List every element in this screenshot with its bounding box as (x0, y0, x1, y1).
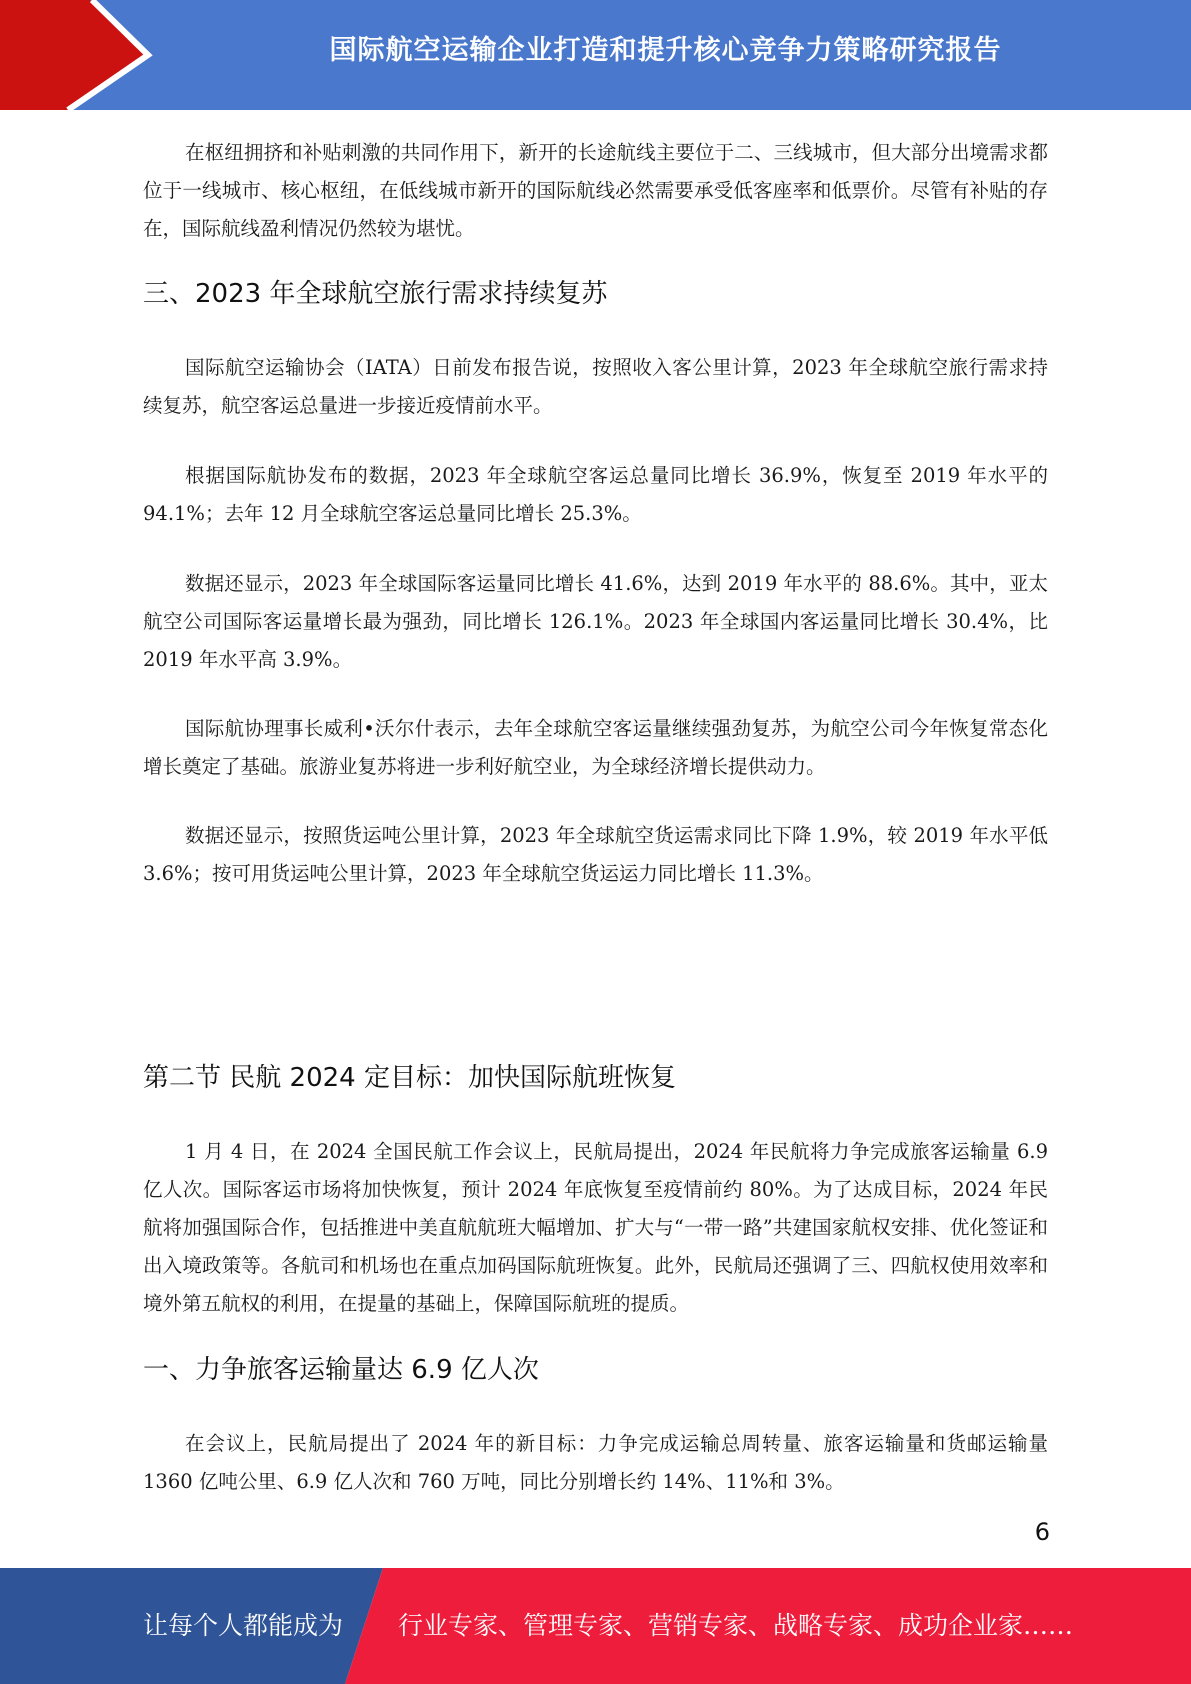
paragraph-hub-congestion: 在枢纽拥挤和补贴刺激的共同作用下，新开的长途航线主要位于二、三线城市，但大部分出境需求都位于一线城市、核心枢纽，在低线城市新开的国际航线必然需要承受低客座率和低票价。尽管有补贴的存在，国际航线盈利情况仍然较为堪忧。 (143, 141, 1048, 240)
heading-section-two: 第二节 民航 2024 定目标：加快国际航班恢复 (143, 1063, 676, 1093)
header-red-arrow (0, 0, 150, 110)
footer-slogan-left: 让每个人都能成为 (143, 1611, 344, 1640)
paragraph-caac-2024-target: 1 月 4 日，在 2024 全国民航工作会议上，民航局提出，2024 年民航将力争完成旅客运输量 6.9 亿人次。国际客运市场将加快恢复，预计 2024 年底恢复至疫情前约 80%。为了达成目标，2024 年民航将加强国际合作，包括推进中美直航航班大幅增加、扩大与“一带一路”共建国家航权安排、优化签证和出入境政策等。各航司和机场也在重点加码国际航班恢复。此外，民航局还强调了三、四航权使用效率和境外第五航权的利用，在提量的基础上，保障国际航班的提质。 (143, 1140, 1048, 1315)
report-title: 国际航空运输企业打造和提升核心竞争力策略研究报告 (329, 35, 1002, 66)
paragraph-walsh-statement: 国际航协理事长威利•沃尔什表示，去年全球航空客运量继续强劲复苏，为航空公司今年恢复常态化增长奠定了基础。旅游业复苏将进一步利好航空业，为全球经济增长提供动力。 (143, 717, 1048, 778)
page-footer (0, 1568, 1191, 1684)
paragraph-new-targets: 在会议上，民航局提出了 2024 年的新目标：力争完成运输总周转量、旅客运输量和货邮运输量 1360 亿吨公里、6.9 亿人次和 760 万吨，同比分别增长约 14%、11%和 3%。 (143, 1432, 1048, 1493)
paragraph-cargo-data: 数据还显示，按照货运吨公里计算，2023 年全球航空货运需求同比下降 1.9%，较 2019 年水平低 3.6%；按可用货运吨公里计算，2023 年全球航空货运运力同比增长 11.3%。 (143, 824, 1048, 885)
heading-passenger-target: 一、力争旅客运输量达 6.9 亿人次 (143, 1355, 539, 1385)
footer-slogan-right: 行业专家、管理专家、营销专家、战略专家、成功企业家…… (398, 1611, 1074, 1640)
page-number: 6 (1034, 1518, 1050, 1546)
paragraph-international-domestic: 数据还显示，2023 年全球国际客运量同比增长 41.6%，达到 2019 年水平的 88.6%。其中，亚太航空公司国际客运量增长最为强劲，同比增长 126.1%。2023 年全球国内客运量同比增长 30.4%，比 2019 年水平高 3.9%。 (143, 572, 1048, 671)
page-header (0, 0, 1191, 110)
paragraph-passenger-total: 根据国际航协发布的数据，2023 年全球航空客运总量同比增长 36.9%，恢复至 2019 年水平的 94.1%；去年 12 月全球航空客运总量同比增长 25.3%。 (143, 464, 1048, 525)
heading-global-travel-recovery: 三、2023 年全球航空旅行需求持续复苏 (143, 279, 608, 309)
paragraph-iata-report: 国际航空运输协会（IATA）日前发布报告说，按照收入客公里计算，2023 年全球航空旅行需求持续复苏，航空客运总量进一步接近疫情前水平。 (143, 356, 1048, 417)
